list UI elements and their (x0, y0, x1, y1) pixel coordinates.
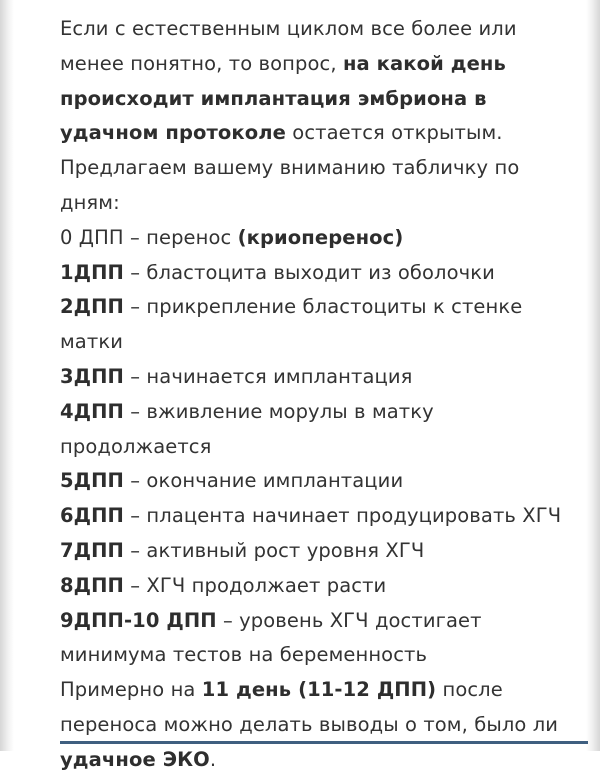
conclusion-bold-1: 11 день (11-12 ДПП) (201, 678, 437, 702)
conclusion-text-1: Примерно на (60, 678, 202, 702)
list-item (60, 464, 580, 499)
item-text: – вживление морулы в матку продолжается (60, 399, 434, 458)
item-text: – активный рост уровня ХГЧ (123, 538, 425, 562)
item-day: 9ДПП-10 ДПП (60, 608, 217, 632)
item-bold-text: (криоперенос) (237, 225, 404, 249)
article-body (60, 12, 580, 778)
item-text: – бластоцита выходит из оболочки (123, 260, 495, 284)
conclusion-text-2: после переноса можно делать выводы о том, было ли (60, 678, 559, 736)
item-text: – плацента начинает продуцировать ХГЧ (123, 504, 562, 528)
item-text: – окончание имплантации (123, 469, 404, 493)
list-item (60, 534, 580, 569)
list-item (60, 499, 580, 534)
intro-text-1: Если с естественным циклом все более или менее понятно, то вопрос, (60, 17, 517, 75)
item-text: – уровень ХГЧ достигает минимума тестов на беременность (60, 608, 482, 667)
intro-paragraph (60, 12, 580, 221)
item-prefix: – перенос (123, 225, 238, 249)
page-edge-left (0, 0, 14, 751)
conclusion-text-3: . (209, 747, 217, 771)
list-item (60, 221, 580, 256)
item-day: 5ДПП (60, 469, 124, 493)
list-item (60, 604, 580, 674)
item-day: 8ДПП (60, 573, 124, 597)
item-day: 7ДПП (60, 538, 124, 562)
list-item (60, 569, 580, 604)
item-day: 3ДПП (60, 364, 124, 388)
item-day: 0 ДПП (60, 225, 124, 249)
list-item (60, 290, 580, 360)
item-day: 1ДПП (60, 260, 124, 284)
intro-text-2: остается открытым. Предлагаем вашему вниманию табличку по дням: (60, 121, 520, 214)
item-text: – прикрепление бластоциты к стенке матки (60, 295, 523, 354)
item-day: 2ДПП (60, 295, 124, 319)
item-text: – начинается имплантация (123, 364, 413, 388)
conclusion-bold-2: удачное ЭКО (60, 747, 210, 771)
conclusion-paragraph (60, 673, 580, 777)
page-edge-right (586, 0, 600, 751)
bottom-divider (60, 741, 588, 744)
item-day: 4ДПП (60, 399, 124, 423)
list-item (60, 256, 580, 291)
list-item (60, 360, 580, 395)
item-text: – ХГЧ продолжает расти (123, 573, 387, 597)
intro-bold: на какой день происходит имплантация эмбриона в удачном протоколе (60, 51, 506, 145)
item-day: 6ДПП (60, 504, 124, 528)
list-item (60, 395, 580, 465)
